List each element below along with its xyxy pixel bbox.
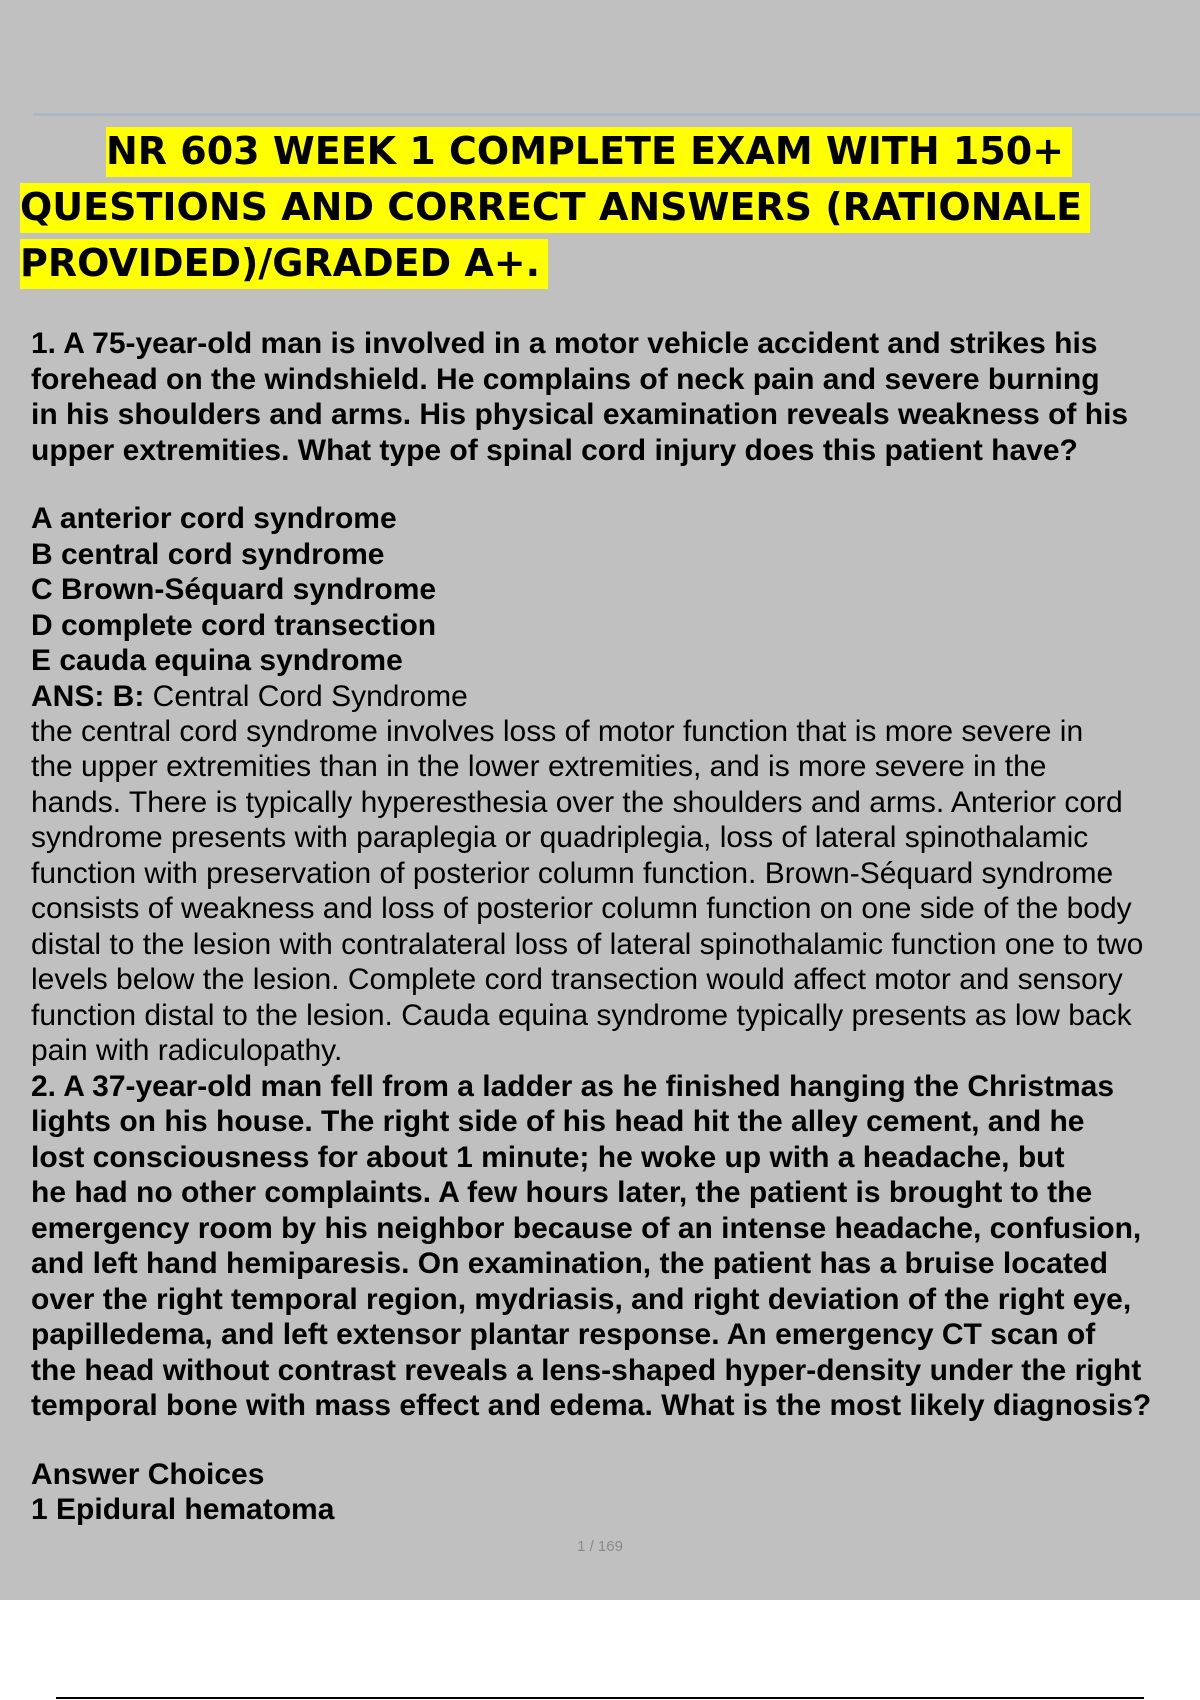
stem-line: he had no other complaints. A few hours later, the patient is brought to the [31,1176,1093,1209]
document-body [31,326,1200,1528]
stem-line: and left hand hemiparesis. On examination, the patient has a bruise located [31,1247,1108,1280]
stem-line: lost consciousness for about 1 minute; he woke up with a headache, but [31,1140,1065,1174]
question-1-options [31,501,1200,679]
stem-line: temporal bone with mass effect and edema. What is the most likely diagnosis? [31,1389,1152,1422]
rationale-line: levels below the lesion. Complete cord transection would affect motor and sensory [31,963,1123,996]
option-a: A anterior cord syndrome [31,502,397,535]
document-title [20,123,1190,291]
question-2-choices [31,1457,1200,1528]
rationale-line: function with preservation of posterior column function. Brown-Séquard syndrome [31,856,1114,890]
rationale-line: function distal to the lesion. Cauda equina syndrome typically presents as low back [31,998,1132,1032]
option-1: 1 Epidural hematoma [31,1493,335,1526]
option-e: E cauda equina syndrome [31,644,403,677]
option-c: C Brown-Séquard syndrome [31,573,437,606]
rationale-line: syndrome presents with paraplegia or quadriplegia, loss of lateral spinothalamic [31,821,1089,854]
stem-line: the head without contrast reveals a lens-shaped hyper-density under the right [31,1353,1142,1387]
title-highlight: NR 603 WEEK 1 COMPLETE EXAM WITH 150+ QUESTIONS AND CORRECT ANSWERS (RATIONALE PROVIDED)/GRADED A+. [20,127,1090,289]
option-d: D complete cord transection [31,608,437,642]
question-1-stem [31,326,1200,468]
stem-line: emergency room by his neighbor because of an intense headache, confusion, [31,1211,1142,1245]
rationale-line: pain with radiculopathy. [31,1034,343,1067]
question-2-stem [31,1069,1200,1424]
answer-label: ANS: B: [31,679,145,713]
page-indicator: 1 / 169 [577,1538,623,1555]
rationale-line: the upper extremities than in the lower extremities, and is more severe in the [31,750,1047,783]
rationale-line: hands. There is typically hyperesthesia over the shoulders and arms. Anterior cord [31,785,1123,819]
rationale-line: consists of weakness and loss of posterior column function on one side of the body [31,892,1132,925]
stem-line: forehead on the windshield. He complains of neck pain and severe burning [31,362,1100,396]
rationale-line: the central cord syndrome involves loss of motor function that is more severe in [31,714,1084,748]
stem-line: 2. A 37-year-old man fell from a ladder as he finished hanging the Christmas [31,1069,1115,1103]
bottom-divider [56,1697,1144,1699]
stem-line: papilledema, and left extensor plantar response. An emergency CT scan of [31,1318,1096,1351]
stem-line: over the right temporal region, mydriasis, and right deviation of the right eye, [31,1282,1132,1316]
stem-line: upper extremities. What type of spinal cord injury does this patient have? [31,433,1078,467]
stem-line: lights on his house. The right side of his head hit the alley cement, and he [31,1105,1085,1138]
option-b: B central cord syndrome [31,537,385,571]
question-1-answer [31,679,1200,714]
answer-choices-heading: Answer Choices [31,1457,265,1491]
stem-line: 1. A 75-year-old man is involved in a motor vehicle accident and strikes his [31,327,1098,360]
question-1-rationale [31,714,1200,1069]
stem-line: in his shoulders and arms. His physical examination reveals weakness of his [31,398,1129,431]
answer-text: Central Cord Syndrome [152,679,468,713]
rationale-line: distal to the lesion with contralateral loss of lateral spinothalamic function one to two [31,927,1144,961]
top-divider [33,113,1200,116]
